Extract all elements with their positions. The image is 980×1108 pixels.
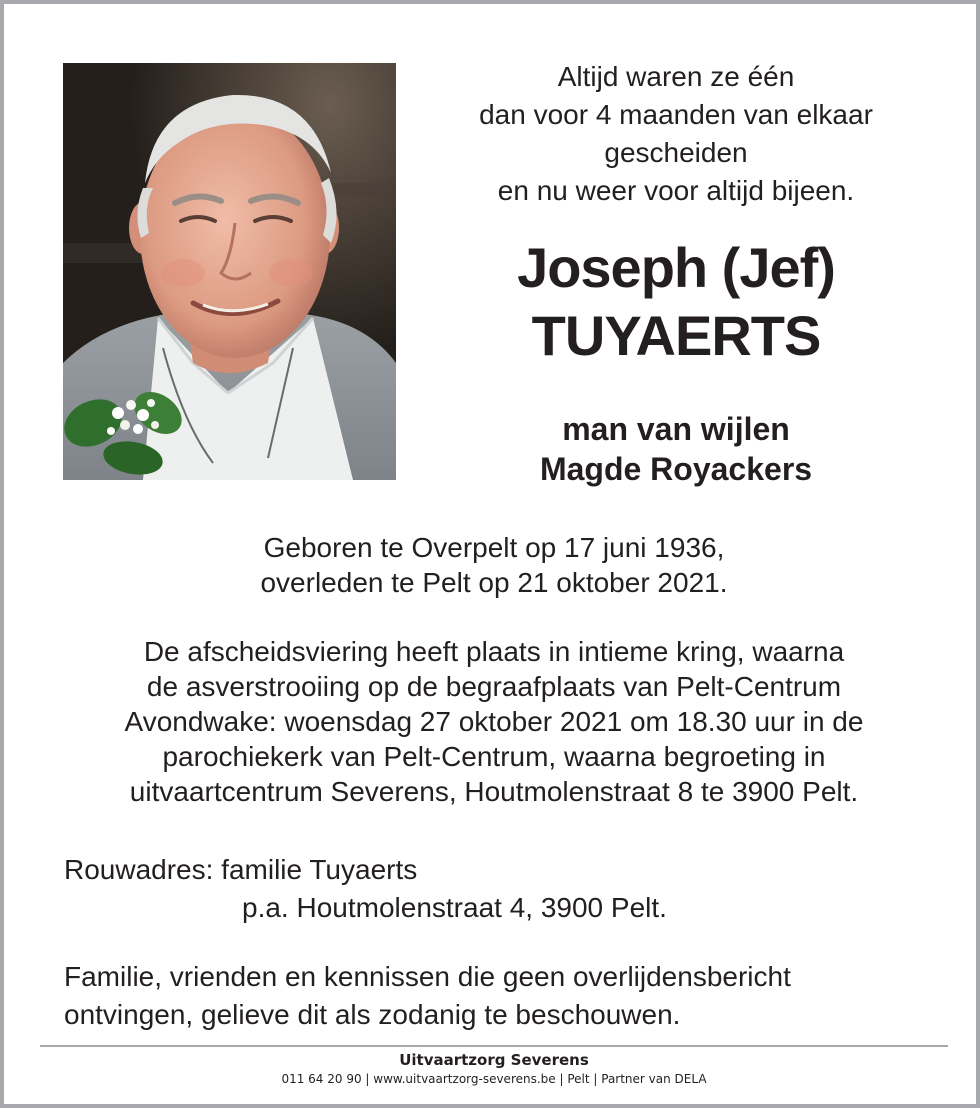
birth-line: Geboren te Overpelt op 17 juni 1936, [263, 532, 725, 563]
poem-line: Altijd waren ze één [557, 61, 795, 92]
poem-line: en nu weer voor altijd bijeen. [497, 175, 855, 206]
funeral-company-contact: 011 64 20 90 | www.uitvaartzorg-severens.be | Pelt | Partner van DELA [281, 1072, 707, 1086]
birth-death-info [34, 530, 954, 600]
poem-line: dan voor 4 maanden van elkaar [479, 99, 873, 130]
notice-text [64, 958, 944, 1034]
deceased-name [424, 234, 928, 370]
notice-line: ontvingen, gelieve dit als zodanig te beschouwen. [64, 999, 681, 1030]
footer [34, 1050, 954, 1088]
ceremony-info [34, 634, 954, 809]
ceremony-line: De afscheidsviering heeft plaats in intieme kring, waarna [143, 636, 845, 667]
mourning-address [64, 851, 944, 927]
address-line: Rouwadres: familie Tuyaerts [64, 854, 418, 885]
spouse-info [424, 409, 928, 489]
ceremony-line: parochiekerk van Pelt-Centrum, waarna begroeting in [162, 741, 826, 772]
death-line: overleden te Pelt op 21 oktober 2021. [260, 567, 728, 598]
spouse-name: Magde Royackers [539, 451, 813, 487]
footer-divider [40, 1045, 948, 1047]
notice-line: Familie, vrienden en kennissen die geen overlijdensbericht [64, 961, 791, 992]
portrait-photo [63, 63, 396, 480]
ceremony-line: uitvaartcentrum Severens, Houtmolenstraat 8 te 3900 Pelt. [129, 776, 859, 807]
poem-line: gescheiden [604, 137, 748, 168]
first-name: Joseph (Jef) [517, 236, 835, 299]
poem [434, 58, 918, 210]
ceremony-line: Avondwake: woensdag 27 oktober 2021 om 18.30 uur in de [124, 706, 864, 737]
ceremony-line: de asverstrooiing op de begraafplaats van Pelt-Centrum [146, 671, 842, 702]
last-name: TUYAERTS [531, 304, 821, 367]
spouse-line: man van wijlen [562, 411, 790, 447]
address-line: p.a. Houtmolenstraat 4, 3900 Pelt. [242, 892, 667, 923]
funeral-company-name: Uitvaartzorg Severens [399, 1051, 589, 1069]
